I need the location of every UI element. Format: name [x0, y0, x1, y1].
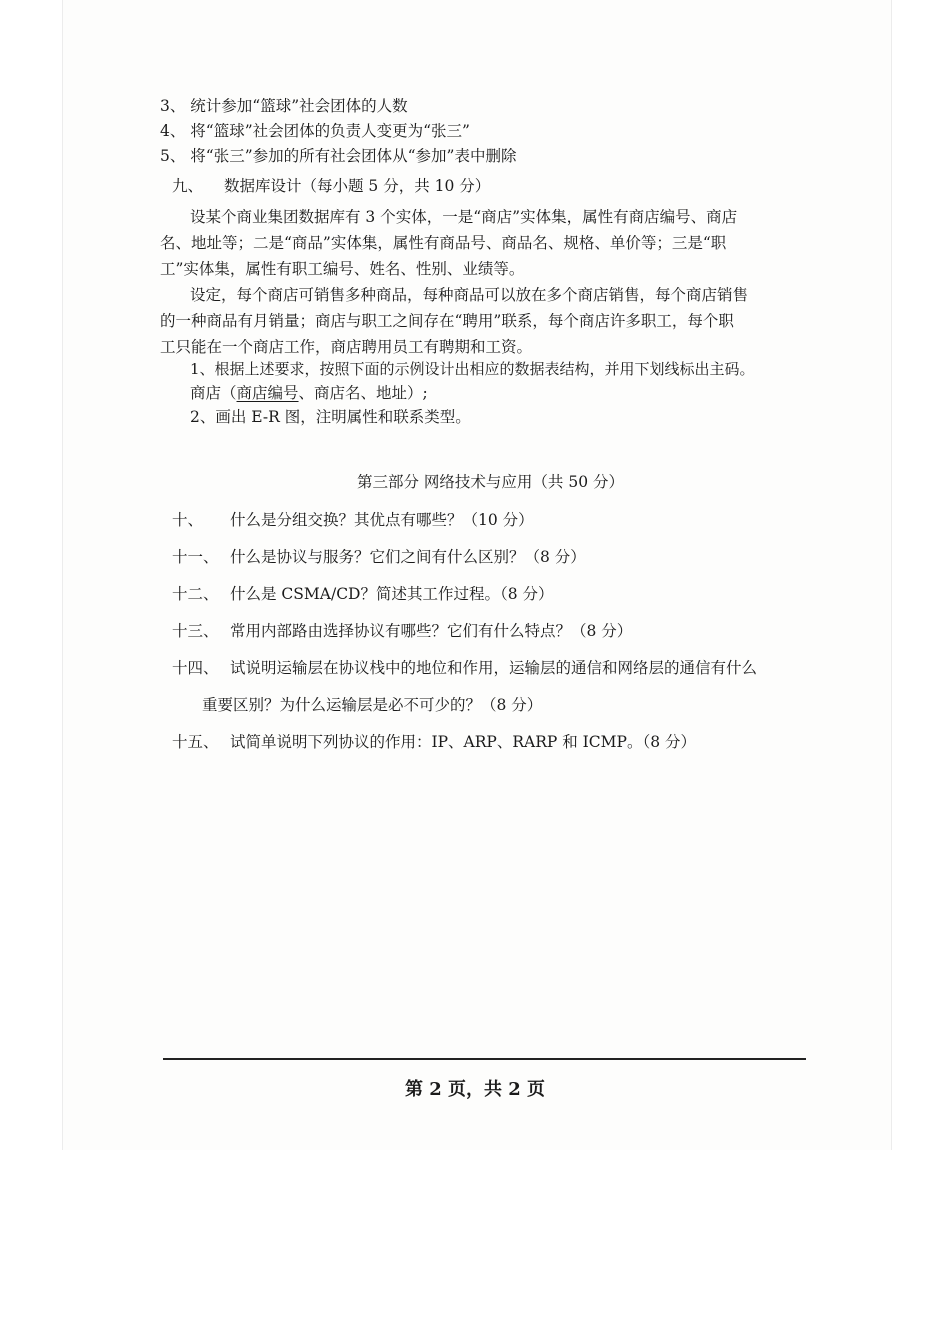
question-number: 十五、 — [172, 733, 219, 751]
question-number: 十二、 — [172, 585, 219, 603]
question-text: 重要区别？为什么运输层是必不可少的？（8 分） — [202, 696, 543, 714]
section9-para2-line1: 设定，每个商店可销售多种商品，每种商品可以放在多个商店销售，每个商店销售 — [190, 286, 749, 304]
question-14 — [172, 658, 757, 678]
question-10 — [172, 510, 534, 530]
question-number: 十一、 — [172, 548, 219, 566]
question-text: 常用内部路由选择协议有哪些？它们有什么特点？（8 分） — [230, 622, 633, 640]
question-number: 十、 — [172, 511, 204, 529]
section9-task1: 1、根据上述要求，按照下面的示例设计出相应的数据表结构，并用下划线标出主码。 — [190, 360, 755, 378]
question-15 — [172, 732, 696, 752]
section8-item-4: 4、 将“篮球”社会团体的负责人变更为“张三” — [160, 122, 470, 140]
section8-item-3: 3、 统计参加“篮球”社会团体的人数 — [160, 97, 408, 115]
question-text: 试说明运输层在协议栈中的地位和作用，运输层的通信和网络层的通信有什么 — [230, 659, 758, 677]
footer-rule — [163, 1058, 806, 1060]
section9-title: 数据库设计（每小题 5 分，共 10 分） — [224, 177, 491, 195]
question-11 — [172, 547, 586, 567]
part3-title: 第三部分 网络技术与应用（共 50 分） — [357, 473, 625, 491]
section9-task2: 2、画出 E-R 图，注明属性和联系类型。 — [190, 408, 471, 426]
question-number: 十四、 — [172, 659, 219, 677]
section9-para2-line2: 的一种商品有月销量；商店与职工之间存在“聘用”联系，每个商店许多职工，每个职 — [160, 312, 734, 330]
section9-para1-line3: 工”实体集，属性有职工编号、姓名、性别、业绩等。 — [160, 260, 525, 278]
question-13 — [172, 621, 632, 641]
question-text: 什么是分组交换？其优点有哪些？（10 分） — [230, 511, 534, 529]
question-text: 试简单说明下列协议的作用：IP、ARP、RARP 和 ICMP。（8 分） — [230, 733, 696, 751]
example-primary-key: 商店编号 — [236, 384, 299, 402]
page-number: 第 2 页，共 2 页 — [404, 1079, 546, 1100]
section8-item-5: 5、 将“张三”参加的所有社会团体从“参加”表中删除 — [160, 147, 517, 165]
question-number: 十三、 — [172, 622, 219, 640]
question-14-continued — [202, 695, 542, 715]
example-prefix: 商店（ — [190, 384, 237, 402]
section9-number: 九、 — [172, 177, 204, 195]
section9-para1-line1: 设某个商业集团数据库有 3 个实体，一是“商店”实体集，属性有商店编号、商店 — [190, 208, 738, 226]
section9-example — [190, 383, 428, 403]
question-12 — [172, 584, 554, 604]
question-text: 什么是协议与服务？它们之间有什么区别？（8 分） — [230, 548, 586, 566]
question-text: 什么是 CSMA/CD？简述其工作过程。（8 分） — [230, 585, 554, 603]
section9-para1-line2: 名、地址等；二是“商品”实体集，属性有商品号、商品名、规格、单价等；三是“职 — [160, 234, 727, 252]
example-rest: 、商店名、地址）; — [298, 384, 428, 402]
paper-sheet — [62, 0, 892, 1150]
section9-para2-line3: 工只能在一个商店工作，商店聘用员工有聘期和工资。 — [160, 338, 533, 356]
